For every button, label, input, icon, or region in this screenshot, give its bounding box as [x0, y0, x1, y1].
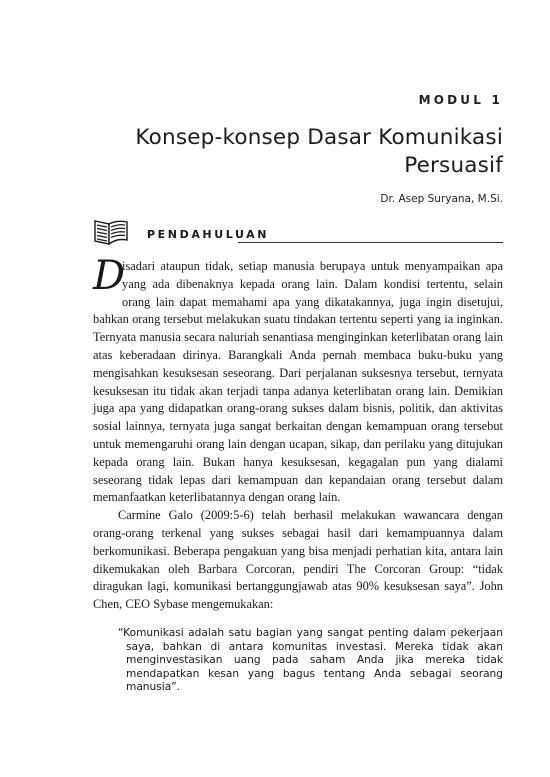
body-text [93, 253, 503, 614]
module-label: MODUL 1 [418, 93, 503, 107]
block-quote [118, 627, 503, 695]
page-title: Konsep-konsep Dasar Komunikasi Persuasif [135, 125, 503, 178]
paragraph-1-text: isadari ataupun tidak, setiap manusia berupaya untuk menyampaikan apa yang ada dibenaknya kepada orang lain. Dalam kondisi tertentu, selain orang lain dapat memahami apa yang dikatakannya, juga ingin disetujui, bahkan orang tersebut melakukan suatu tindakan tertentu seperti yang ia inginkan. Ternyata manusia secara naluriah senantiasa menginginkan keterlibatan orang lain atas keberadaan dirinya. Barangkali Anda pernah membaca buku-buku yang mengisahkan kesuksesan seseorang. Dari perjalanan suksesnya tersebut, ternyata kesuksesan itu tidak akan terjadi tanpa adanya keterlibatan orang lain. Demikian juga apa yang didapatkan orang-orang sukses dalam bisnis, politik, dan aktivitas sosial lainnya, ternyata juga sangat berkaitan dengan kemampuan orang tersebut untuk memengaruhi orang lain dengan ucapan, sikap, dan perilaku yang ditujukan kepada orang lain. Bukan hanya kesuksesan, kegagalan pun yang dialami seseorang tidak lepas dari kemampuan dan kepandaian orang tersebut dalam memanfaatkan keterlibatannya dengan orang lain. [93, 259, 503, 505]
quote-text: “Komunikasi adalah satu bagian yang sangat penting dalam pekerjaan saya, bahkan di antara komunitas investasi. Mereka tidak akan menginvestasikan uang pada saham Anda jika mereka tidak mendapatkan kesan yang bagus tentang Anda sebagai seorang manusia”. [118, 627, 503, 694]
author-name: Dr. Asep Suryana, M.Si. [380, 193, 503, 205]
drop-cap: D [93, 253, 126, 299]
section-divider [238, 242, 503, 243]
open-book-icon [93, 218, 129, 246]
paragraph-2: Carmine Galo (2009:5-6) telah berhasil melakukan wawancara dengan orang-orang terkenal yang sukses sebagai hasil dari kemampuannya dalam berkomunikasi. Beberapa pengakuan yang bisa menjadi perhatian kita, antara lain dikemukakan oleh Barbara Corcoran, pendiri The Corcoran Group: “tidak diragukan lagi, komunikasi bertanggungjawab atas 90% kesuksesan saya”. John Chen, CEO Sybase mengemukakan: [93, 508, 503, 612]
paragraph-1 [93, 253, 503, 507]
section-heading: PENDAHULUAN [147, 228, 270, 241]
